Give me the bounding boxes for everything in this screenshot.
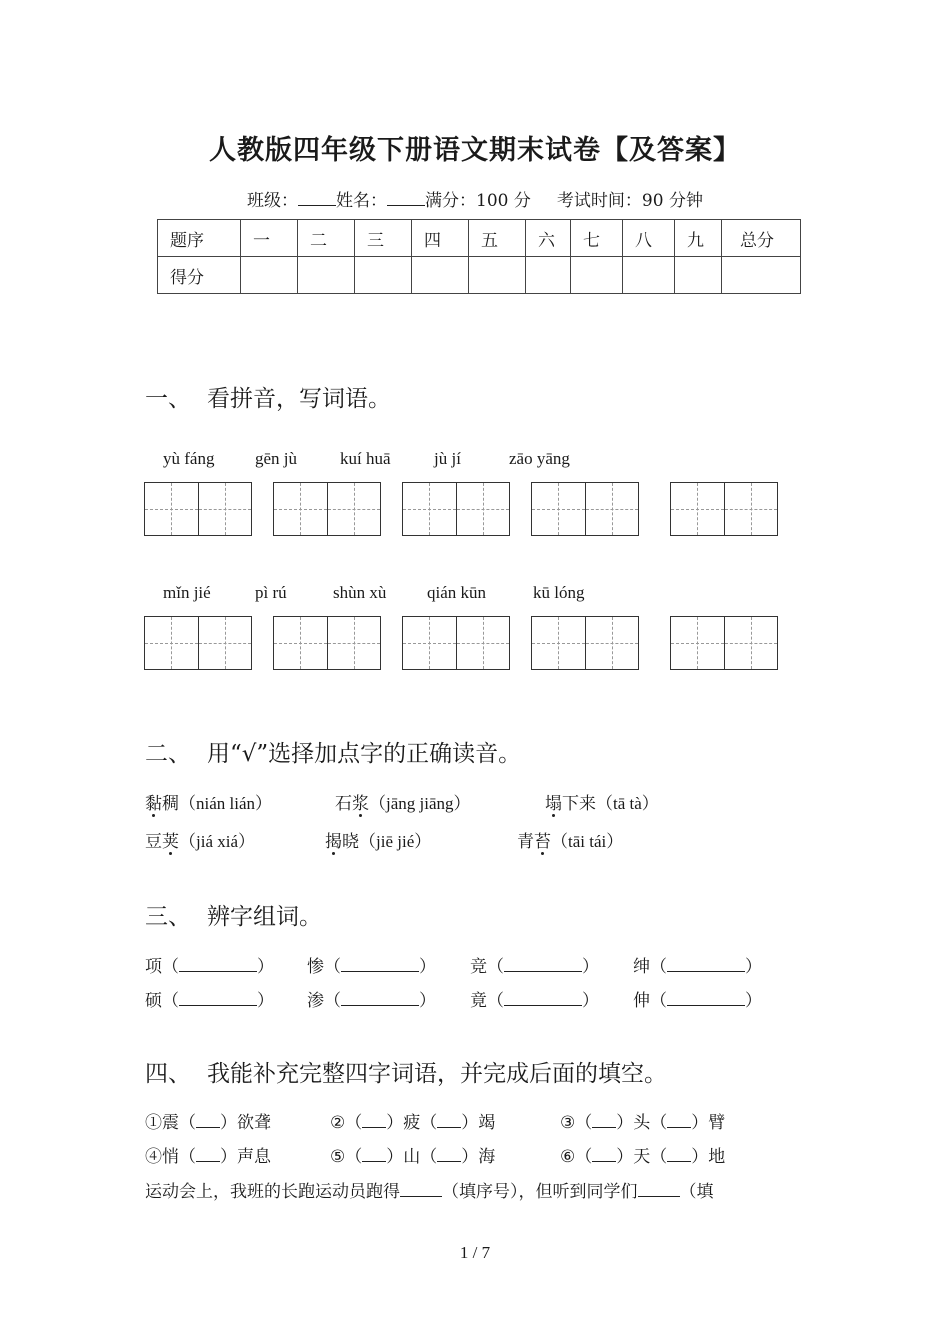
idiom-blank[interactable]: [196, 1147, 220, 1162]
char: 硕: [145, 991, 162, 1011]
idiom-part: 海: [478, 1147, 496, 1167]
word-pre: 青: [517, 832, 534, 852]
header-cell: 三: [355, 220, 412, 257]
pinyin-label: shùn xù: [333, 583, 387, 602]
name-blank[interactable]: [387, 190, 425, 206]
idiom-item[interactable]: ⑥（ ）天（ ）地: [560, 1147, 726, 1167]
idiom-blank[interactable]: [592, 1113, 616, 1128]
section3-heading: [145, 898, 322, 931]
answer-blank[interactable]: [667, 991, 745, 1006]
idiom-blank[interactable]: [362, 1113, 386, 1128]
item-number: ①: [145, 1113, 162, 1133]
word-rest: 晓: [342, 832, 359, 852]
word-pre: 石: [335, 794, 352, 814]
dotted-char: 黏: [145, 789, 162, 814]
reading-item[interactable]: [145, 789, 272, 814]
idiom-blank[interactable]: [362, 1147, 386, 1162]
reading-item[interactable]: [545, 789, 659, 814]
idiom-part: 欲聋: [237, 1113, 271, 1133]
class-blank[interactable]: [298, 190, 336, 206]
section-number: 三、: [145, 904, 191, 930]
header-cell: 一: [241, 220, 298, 257]
idiom-blank[interactable]: [437, 1147, 461, 1162]
word-item[interactable]: 渗（ ）: [307, 991, 436, 1011]
word-rest: 稠: [162, 794, 179, 814]
item-number: ③: [560, 1113, 576, 1133]
header-cell: 题序: [158, 220, 241, 257]
pinyin-label: kū lóng: [533, 583, 585, 602]
writing-grid[interactable]: [402, 482, 510, 536]
idiom-blank[interactable]: [437, 1113, 461, 1128]
pinyin-label: kuí huā: [340, 449, 391, 468]
pinyin-options[interactable]: （jiē jié）: [359, 832, 432, 851]
writing-grid[interactable]: [670, 482, 778, 536]
writing-grid[interactable]: [144, 616, 252, 670]
pinyin-label: zāo yāng: [509, 449, 570, 468]
reading-item[interactable]: [335, 789, 471, 814]
page-number: 1 / 7: [459, 1243, 491, 1262]
exam-info: [0, 186, 950, 211]
reading-item[interactable]: [517, 827, 623, 852]
pinyin-label: jù jí: [434, 449, 461, 468]
section4-heading: [145, 1055, 667, 1088]
score-value-row: [158, 257, 801, 294]
writing-grid[interactable]: [670, 616, 778, 670]
char: 竟: [470, 991, 487, 1011]
header-cell: 八: [623, 220, 675, 257]
header-cell: 五: [469, 220, 526, 257]
pinyin-label: qián kūn: [427, 583, 487, 602]
writing-grid[interactable]: [531, 482, 639, 536]
score-cell[interactable]: [675, 257, 722, 294]
char: 惨: [307, 957, 324, 977]
header-cell: 九: [675, 220, 722, 257]
char: 竞: [470, 957, 487, 977]
score-cell[interactable]: [623, 257, 675, 294]
reading-item[interactable]: [325, 827, 431, 852]
idiom-part: 疲: [403, 1113, 421, 1133]
dotted-char: 塌: [545, 789, 562, 814]
item-number: ②: [330, 1113, 346, 1133]
answer-blank[interactable]: [179, 957, 257, 972]
idiom-part: 悄: [162, 1147, 179, 1167]
word-item[interactable]: 硕（ ）: [145, 991, 274, 1011]
idiom-item[interactable]: ③（ ）头（ ）臂: [560, 1113, 726, 1133]
dotted-char: 苔: [534, 827, 551, 852]
idiom-part: 臂: [708, 1113, 726, 1133]
idiom-part: 地: [708, 1147, 726, 1167]
score-row-label: 得分: [158, 257, 241, 294]
answer-blank[interactable]: [667, 957, 745, 972]
header-cell: 二: [298, 220, 355, 257]
dotted-char: 荚: [162, 827, 179, 852]
header-cell: 总分: [722, 220, 801, 257]
writing-grid[interactable]: [144, 482, 252, 536]
item-number: ④: [145, 1147, 162, 1167]
writing-grid[interactable]: [531, 616, 639, 670]
page-title: 人教版四年级下册语文期末试卷【及答案】: [209, 135, 741, 166]
idiom-part: 声息: [237, 1147, 271, 1167]
reading-item[interactable]: [145, 827, 255, 852]
item-number: ⑤: [330, 1147, 346, 1167]
pinyin-options[interactable]: （jiá xiá）: [179, 832, 256, 851]
idiom-part: 震: [162, 1113, 179, 1133]
writing-grid[interactable]: [273, 616, 381, 670]
writing-grid[interactable]: [273, 482, 381, 536]
word-item[interactable]: 竟（ ）: [470, 991, 599, 1011]
char: 伸: [633, 991, 650, 1011]
item-number: ⑥: [560, 1147, 576, 1167]
section-title: 看拼音，写词语。: [207, 386, 391, 412]
sentence-text: 运动会上，我班的长跑运动员跑得: [145, 1182, 400, 1202]
section-title: 辨字组词。: [207, 904, 322, 930]
score-cell[interactable]: [571, 257, 623, 294]
writing-grid[interactable]: [402, 616, 510, 670]
pinyin-options[interactable]: （nián lián）: [179, 794, 273, 813]
answer-blank[interactable]: [341, 957, 419, 972]
idiom-part: 头: [633, 1113, 651, 1133]
answer-blank[interactable]: [179, 991, 257, 1006]
pinyin-label: mǐn jié: [163, 583, 211, 602]
sentence-text: （填: [679, 1182, 714, 1202]
section-title: 我能补充完整四字词语，并完成后面的填空。: [207, 1061, 667, 1087]
score-cell[interactable]: [241, 257, 298, 294]
section1-heading: [145, 380, 391, 413]
pinyin-options[interactable]: （tāi tái）: [551, 832, 624, 851]
idiom-item[interactable]: ④悄（ ）声息: [145, 1147, 271, 1167]
word-item[interactable]: 惨（ ）: [307, 957, 436, 977]
score-cell[interactable]: [526, 257, 571, 294]
pinyin-label: gēn jù: [255, 449, 298, 468]
idiom-item[interactable]: ①震（ ）欲聋: [145, 1113, 271, 1133]
pinyin-options[interactable]: （tā tà）: [596, 794, 659, 813]
header-cell: 七: [571, 220, 623, 257]
word-rest: 下来: [562, 794, 596, 814]
answer-blank[interactable]: [504, 991, 582, 1006]
sentence-text: （填序号），但听到同学们: [442, 1182, 638, 1202]
pinyin-label: yù fáng: [163, 449, 215, 468]
dotted-char: 浆: [352, 789, 369, 814]
idiom-blank[interactable]: [667, 1113, 691, 1128]
pinyin-label: pì rú: [255, 583, 287, 602]
section2-heading: [145, 735, 521, 768]
word-pre: 豆: [145, 832, 162, 852]
char: 绅: [633, 957, 650, 977]
sentence-blank[interactable]: [638, 1182, 680, 1197]
section-number: 一、: [145, 386, 191, 412]
word-item[interactable]: 绅（ ）: [633, 957, 762, 977]
word-item[interactable]: 项（ ）: [145, 957, 274, 977]
idiom-part: 竭: [478, 1113, 496, 1133]
idiom-blank[interactable]: [592, 1147, 616, 1162]
exam-time: 考试时间：90 分钟: [556, 191, 703, 211]
section-number: 四、: [145, 1061, 191, 1087]
idiom-blank[interactable]: [667, 1147, 691, 1162]
idiom-item[interactable]: ②（ ）疲（ ）竭: [330, 1113, 496, 1133]
idiom-part: 天: [633, 1147, 651, 1167]
sentence-blank[interactable]: [400, 1182, 442, 1197]
score-cell[interactable]: [355, 257, 412, 294]
score-header-row: [158, 220, 801, 257]
fill-sentence: [145, 1177, 714, 1202]
pinyin-options[interactable]: （jāng jiāng）: [369, 794, 471, 813]
class-label: 班级：: [247, 191, 299, 211]
idiom-blank[interactable]: [196, 1113, 220, 1128]
header-cell: 六: [526, 220, 571, 257]
idiom-part: 山: [403, 1147, 421, 1167]
idiom-item[interactable]: ⑤（ ）山（ ）海: [330, 1147, 496, 1167]
score-table: [157, 219, 801, 294]
score-cell[interactable]: [298, 257, 355, 294]
score-cell[interactable]: [412, 257, 469, 294]
char: 渗: [307, 991, 324, 1011]
header-cell: 四: [412, 220, 469, 257]
score-cell[interactable]: [722, 257, 801, 294]
word-item[interactable]: 伸（ ）: [633, 991, 762, 1011]
name-label: 姓名：: [336, 191, 388, 211]
section-number: 二、: [145, 741, 191, 767]
answer-blank[interactable]: [504, 957, 582, 972]
dotted-char: 揭: [325, 827, 342, 852]
section-title: 用“√”选择加点字的正确读音。: [207, 741, 522, 767]
score-cell[interactable]: [469, 257, 526, 294]
char: 项: [145, 957, 162, 977]
full-score: 满分：100 分: [425, 191, 531, 211]
answer-blank[interactable]: [341, 991, 419, 1006]
word-item[interactable]: 竞（ ）: [470, 957, 599, 977]
